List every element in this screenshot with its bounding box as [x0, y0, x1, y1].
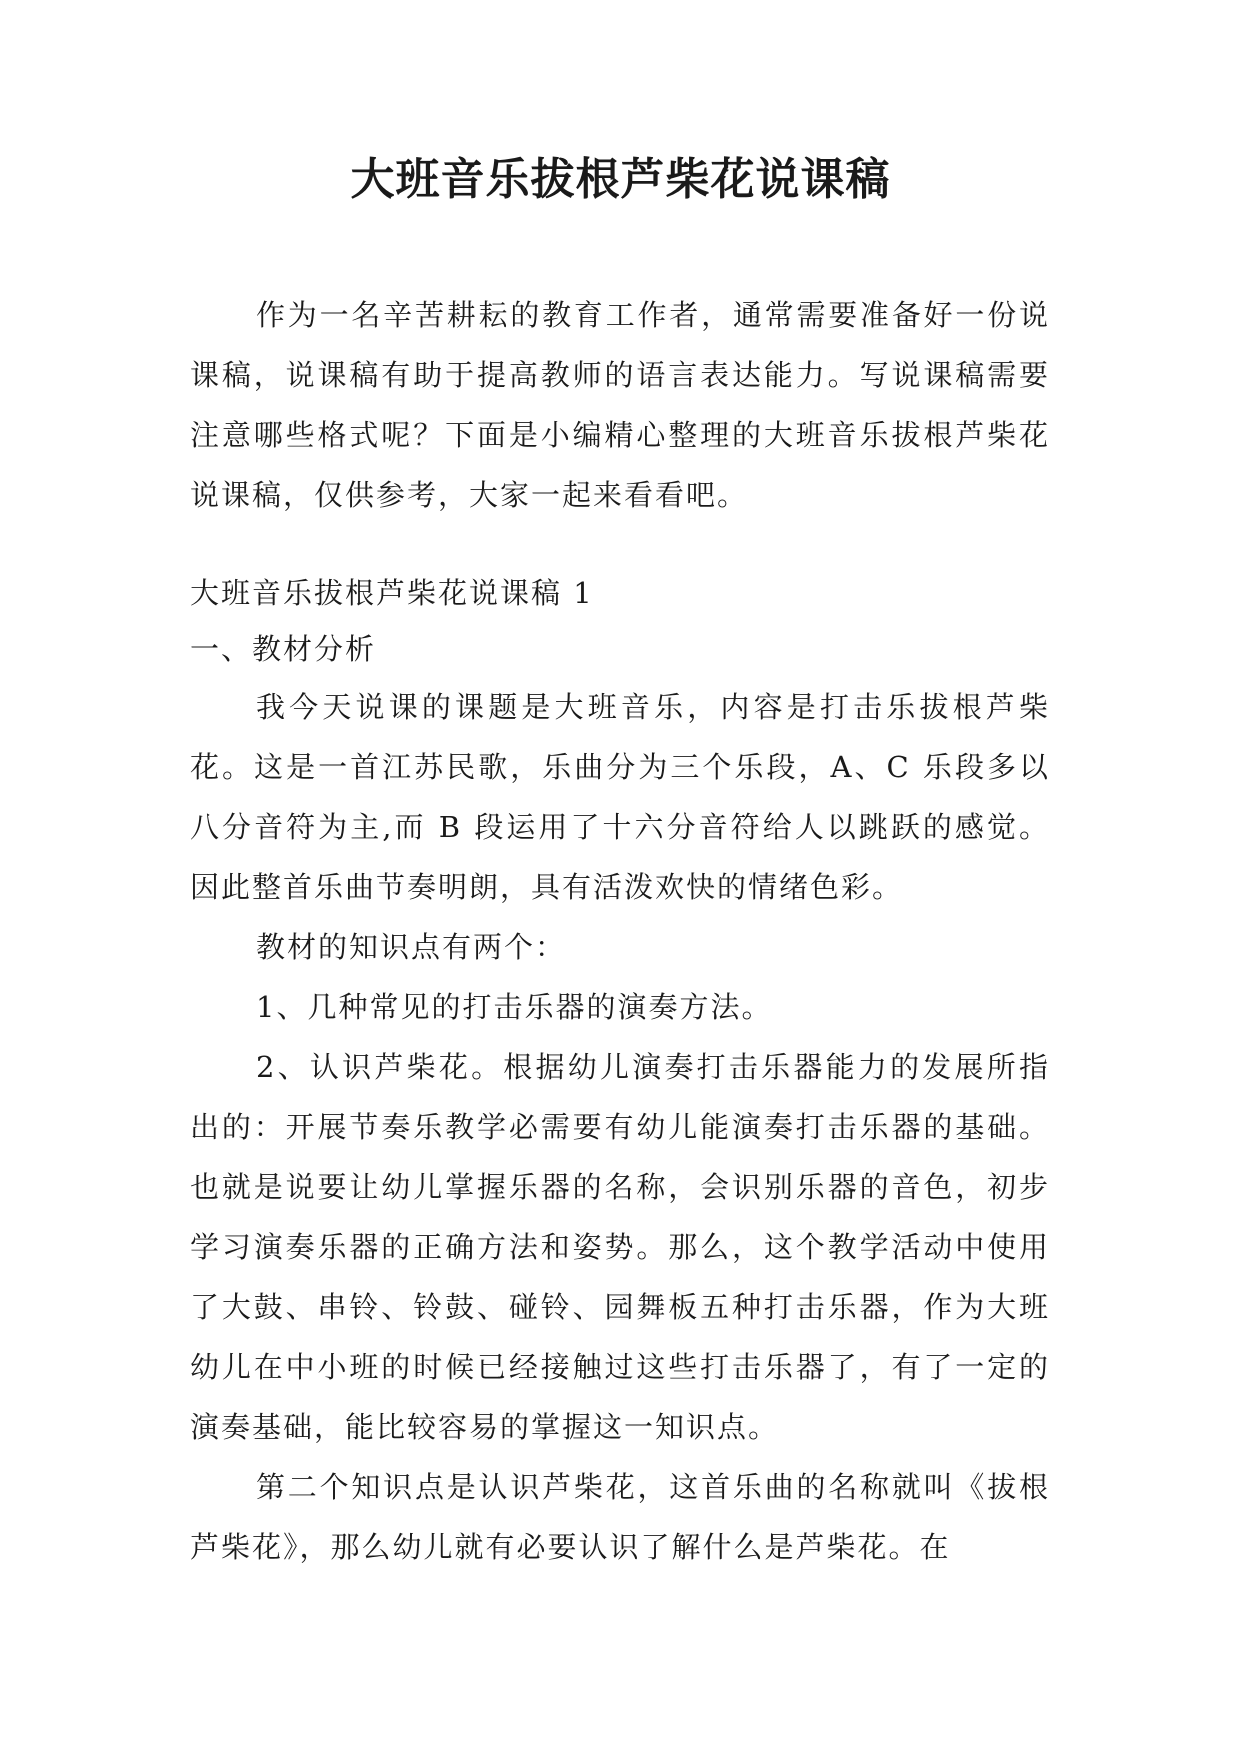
spacer [190, 525, 1050, 565]
document-title: 大班音乐拔根芦柴花说课稿 [350, 154, 891, 205]
document-body [190, 285, 1050, 1577]
subsection-title: 一、教材分析 [190, 632, 377, 666]
body-paragraph: 2、认识芦柴花。根据幼儿演奏打击乐器能力的发展所指出的：开展节奏乐教学必需要有幼儿能演奏打击乐器的基础。也就是说要让幼儿掌握乐器的名称，会识别乐器的音色，初步学习演奏乐器的正确方法和姿势。那么，这个教学活动中使用了大鼓、串铃、铃鼓、碰铃、园舞板五种打击乐器，作为大班幼儿在中小班的时候已经接触过这些打击乐器了，有了一定的演奏基础，能比较容易的掌握这一知识点。 [190, 1050, 1050, 1444]
body-paragraph: 教材的知识点有两个： [256, 930, 567, 964]
body-paragraph: 第二个知识点是认识芦柴花，这首乐曲的名称就叫《拔根芦柴花》，那么幼儿就有必要认识了解什么是芦柴花。在 [190, 1470, 1050, 1564]
section-title: 大班音乐拔根芦柴花说课稿 1 [190, 576, 594, 610]
intro-paragraph: 作为一名辛苦耕耘的教育工作者，通常需要准备好一份说课稿，说课稿有助于提高教师的语言表达能力。写说课稿需要注意哪些格式呢？下面是小编精心整理的大班音乐拔根芦柴花说课稿，仅供参考，大家一起来看看吧。 [190, 298, 1050, 512]
body-paragraph: 1、几种常见的打击乐器的演奏方法。 [256, 990, 773, 1024]
body-paragraph: 我今天说课的课题是大班音乐，内容是打击乐拔根芦柴花。这是一首江苏民歌，乐曲分为三个乐段，A、C 乐段多以八分音符为主,而 B 段运用了十六分音符给人以跳跃的感觉。因此整首乐曲节奏明朗，具有活泼欢快的情绪色彩。 [190, 690, 1050, 904]
